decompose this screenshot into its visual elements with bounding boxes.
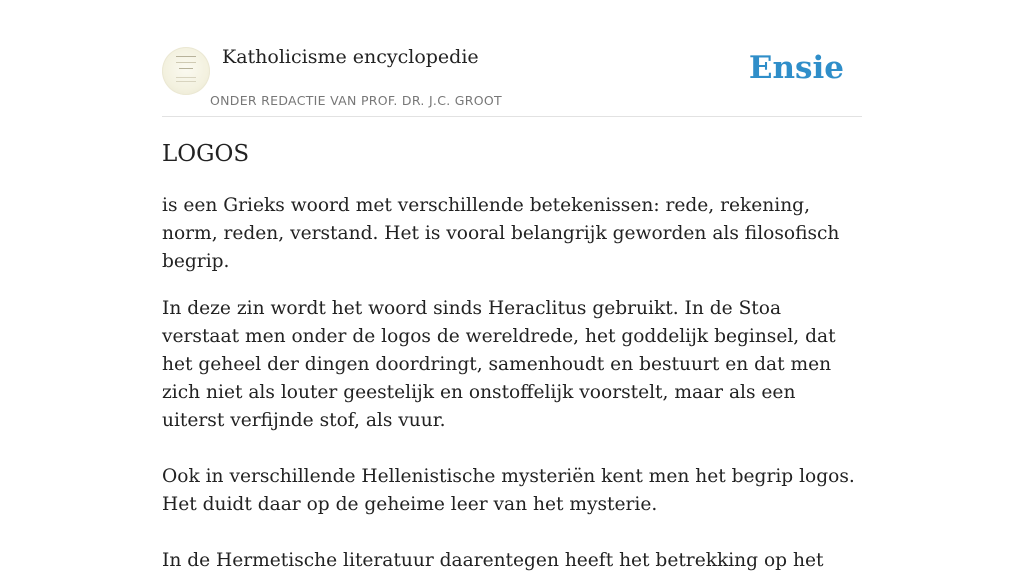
paragraph: In deze zin wordt het woord sinds Heraclitus gebruikt. In de Stoa verstaat men onder de logos de wereldrede, het goddelijk beginsel, dat het geheel der dingen doordringt, samenhoudt en bestuurt en dat men zich niet als louter geestelijk en onstoffelijk voorstelt, maar als een uiterst verfijnde stof, als vuur. — [162, 298, 836, 431]
article — [162, 137, 862, 575]
book-cover-icon[interactable] — [162, 47, 210, 95]
entry-title: LOGOS — [162, 141, 250, 167]
paragraph: is een Grieks woord met verschillende betekenissen: rede, rekening, norm, reden, verstand. Het is vooral belangrijk geworden als filosofisch begrip. — [162, 195, 840, 272]
paragraph: In de Hermetische literatuur daarentegen heeft het betrekking op het — [162, 550, 824, 571]
brand-logo[interactable]: Ensie — [748, 50, 844, 86]
paragraph: Ook in verschillende Hellenistische mysteriën kent men het begrip logos. Het duidt daar op de geheime leer van het mysterie. — [162, 466, 855, 515]
book-editor: ONDER REDACTIE VAN PROF. DR. J.C. GROOT — [210, 93, 502, 108]
book-title[interactable]: Katholicisme encyclopedie — [222, 46, 479, 68]
site-header — [162, 40, 862, 117]
